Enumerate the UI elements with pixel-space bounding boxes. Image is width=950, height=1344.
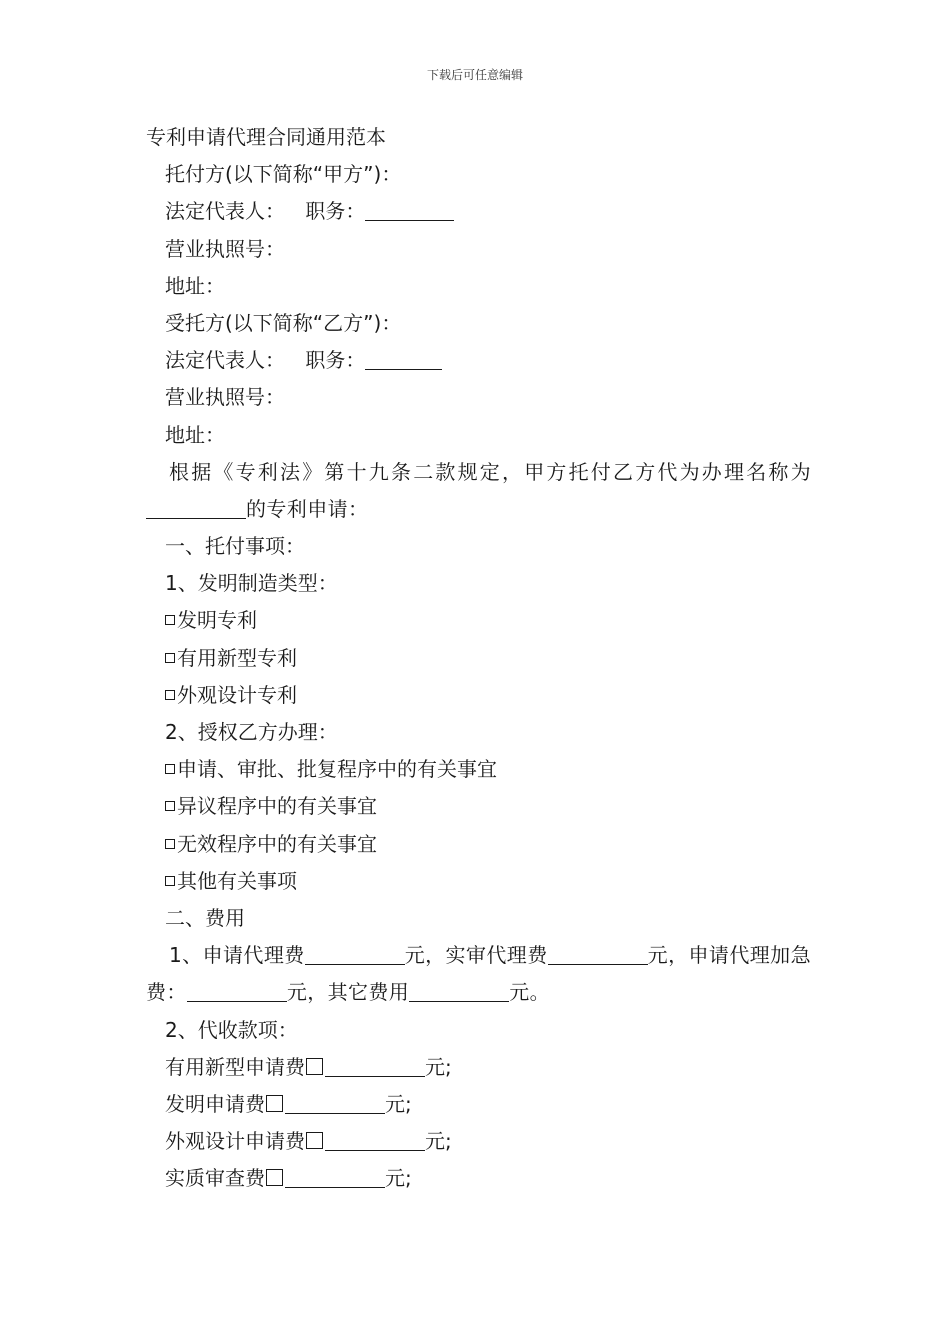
auth-option: 无效程序中的有关事宜 — [146, 826, 811, 863]
checkbox-icon — [165, 801, 175, 811]
party-b-representative — [146, 342, 811, 379]
type-option: 发明专利 — [146, 602, 811, 639]
item-1-heading: 1、发明制造类型： — [165, 571, 338, 596]
fee-text-2: 元，实审代理费 — [404, 943, 548, 968]
fee-text-5: 元。 — [509, 980, 551, 1005]
fee-text-1: 1、申请代理费 — [169, 943, 305, 968]
fee-text-4: 元，其它费用 — [286, 980, 410, 1005]
collect-item: 外观设计申请费 元; — [165, 1129, 452, 1154]
collect-heading: 2、代收款项： — [165, 1017, 298, 1042]
document-title: 专利申请代理合同通用范本 — [146, 125, 386, 149]
section-2-heading: 二、费用 — [165, 905, 245, 930]
checkbox-icon — [165, 615, 175, 625]
other-fee-blank — [409, 979, 509, 1002]
party-a: 托付方(以下简称“甲方”)： — [165, 162, 402, 187]
fee-text-3: 元，申请代理加急费： — [146, 943, 811, 1005]
collect-item: 实质审查费 元; — [165, 1166, 412, 1191]
application-fee-blank — [305, 942, 405, 965]
party-b-license: 营业执照号： — [165, 385, 285, 410]
party-b-position-blank — [365, 347, 442, 370]
checkbox-icon — [165, 764, 175, 774]
document-body — [146, 119, 811, 1198]
party-a-address: 地址： — [165, 273, 225, 298]
checkbox-icon — [306, 1058, 323, 1075]
checkbox-icon — [306, 1132, 323, 1149]
party-b-position-label: 职务： — [305, 348, 366, 373]
auth-option: 其他有关事项 — [146, 863, 811, 900]
section-1-heading: 一、托付事项： — [165, 534, 305, 559]
auth-option: 异议程序中的有关事宜 — [146, 788, 811, 825]
checkbox-icon — [165, 653, 175, 663]
checkbox-icon — [165, 690, 175, 700]
checkbox-icon — [266, 1095, 283, 1112]
party-a-position-blank — [365, 198, 454, 221]
basis-text-2: 的专利申请： — [246, 496, 369, 521]
collect-item: 发明申请费 元; — [165, 1091, 412, 1116]
fee-paragraph — [146, 937, 811, 1011]
page-header: 下载后可任意编辑 — [426, 68, 523, 82]
amount-blank — [285, 1165, 385, 1188]
patent-name-blank — [146, 496, 246, 519]
amount-blank — [325, 1054, 425, 1077]
rush-fee-blank — [187, 979, 287, 1002]
collect-item: 有用新型申请费 元; — [165, 1054, 452, 1079]
party-a-rep-label: 法定代表人： — [165, 199, 285, 224]
amount-blank — [325, 1128, 425, 1151]
party-a-position-label: 职务： — [305, 199, 366, 224]
exam-fee-blank — [548, 942, 648, 965]
type-option: 有用新型专利 — [146, 640, 811, 677]
party-b-address: 地址： — [165, 422, 225, 447]
amount-blank — [285, 1091, 385, 1114]
checkbox-icon — [266, 1169, 283, 1186]
checkbox-icon — [165, 876, 175, 886]
checkbox-icon — [165, 839, 175, 849]
party-a-representative — [146, 193, 811, 230]
basis-paragraph — [146, 454, 811, 528]
auth-option: 申请、审批、批复程序中的有关事宜 — [146, 751, 811, 788]
type-option: 外观设计专利 — [146, 677, 811, 714]
basis-text-1: 根据《专利法》第十九条二款规定，甲方托付乙方代为办理名称为 — [169, 459, 811, 484]
party-b: 受托方(以下简称“乙方”)： — [165, 310, 402, 335]
party-b-rep-label: 法定代表人： — [165, 348, 285, 373]
party-a-license: 营业执照号： — [165, 236, 285, 261]
item-2-heading: 2、授权乙方办理： — [165, 720, 338, 745]
